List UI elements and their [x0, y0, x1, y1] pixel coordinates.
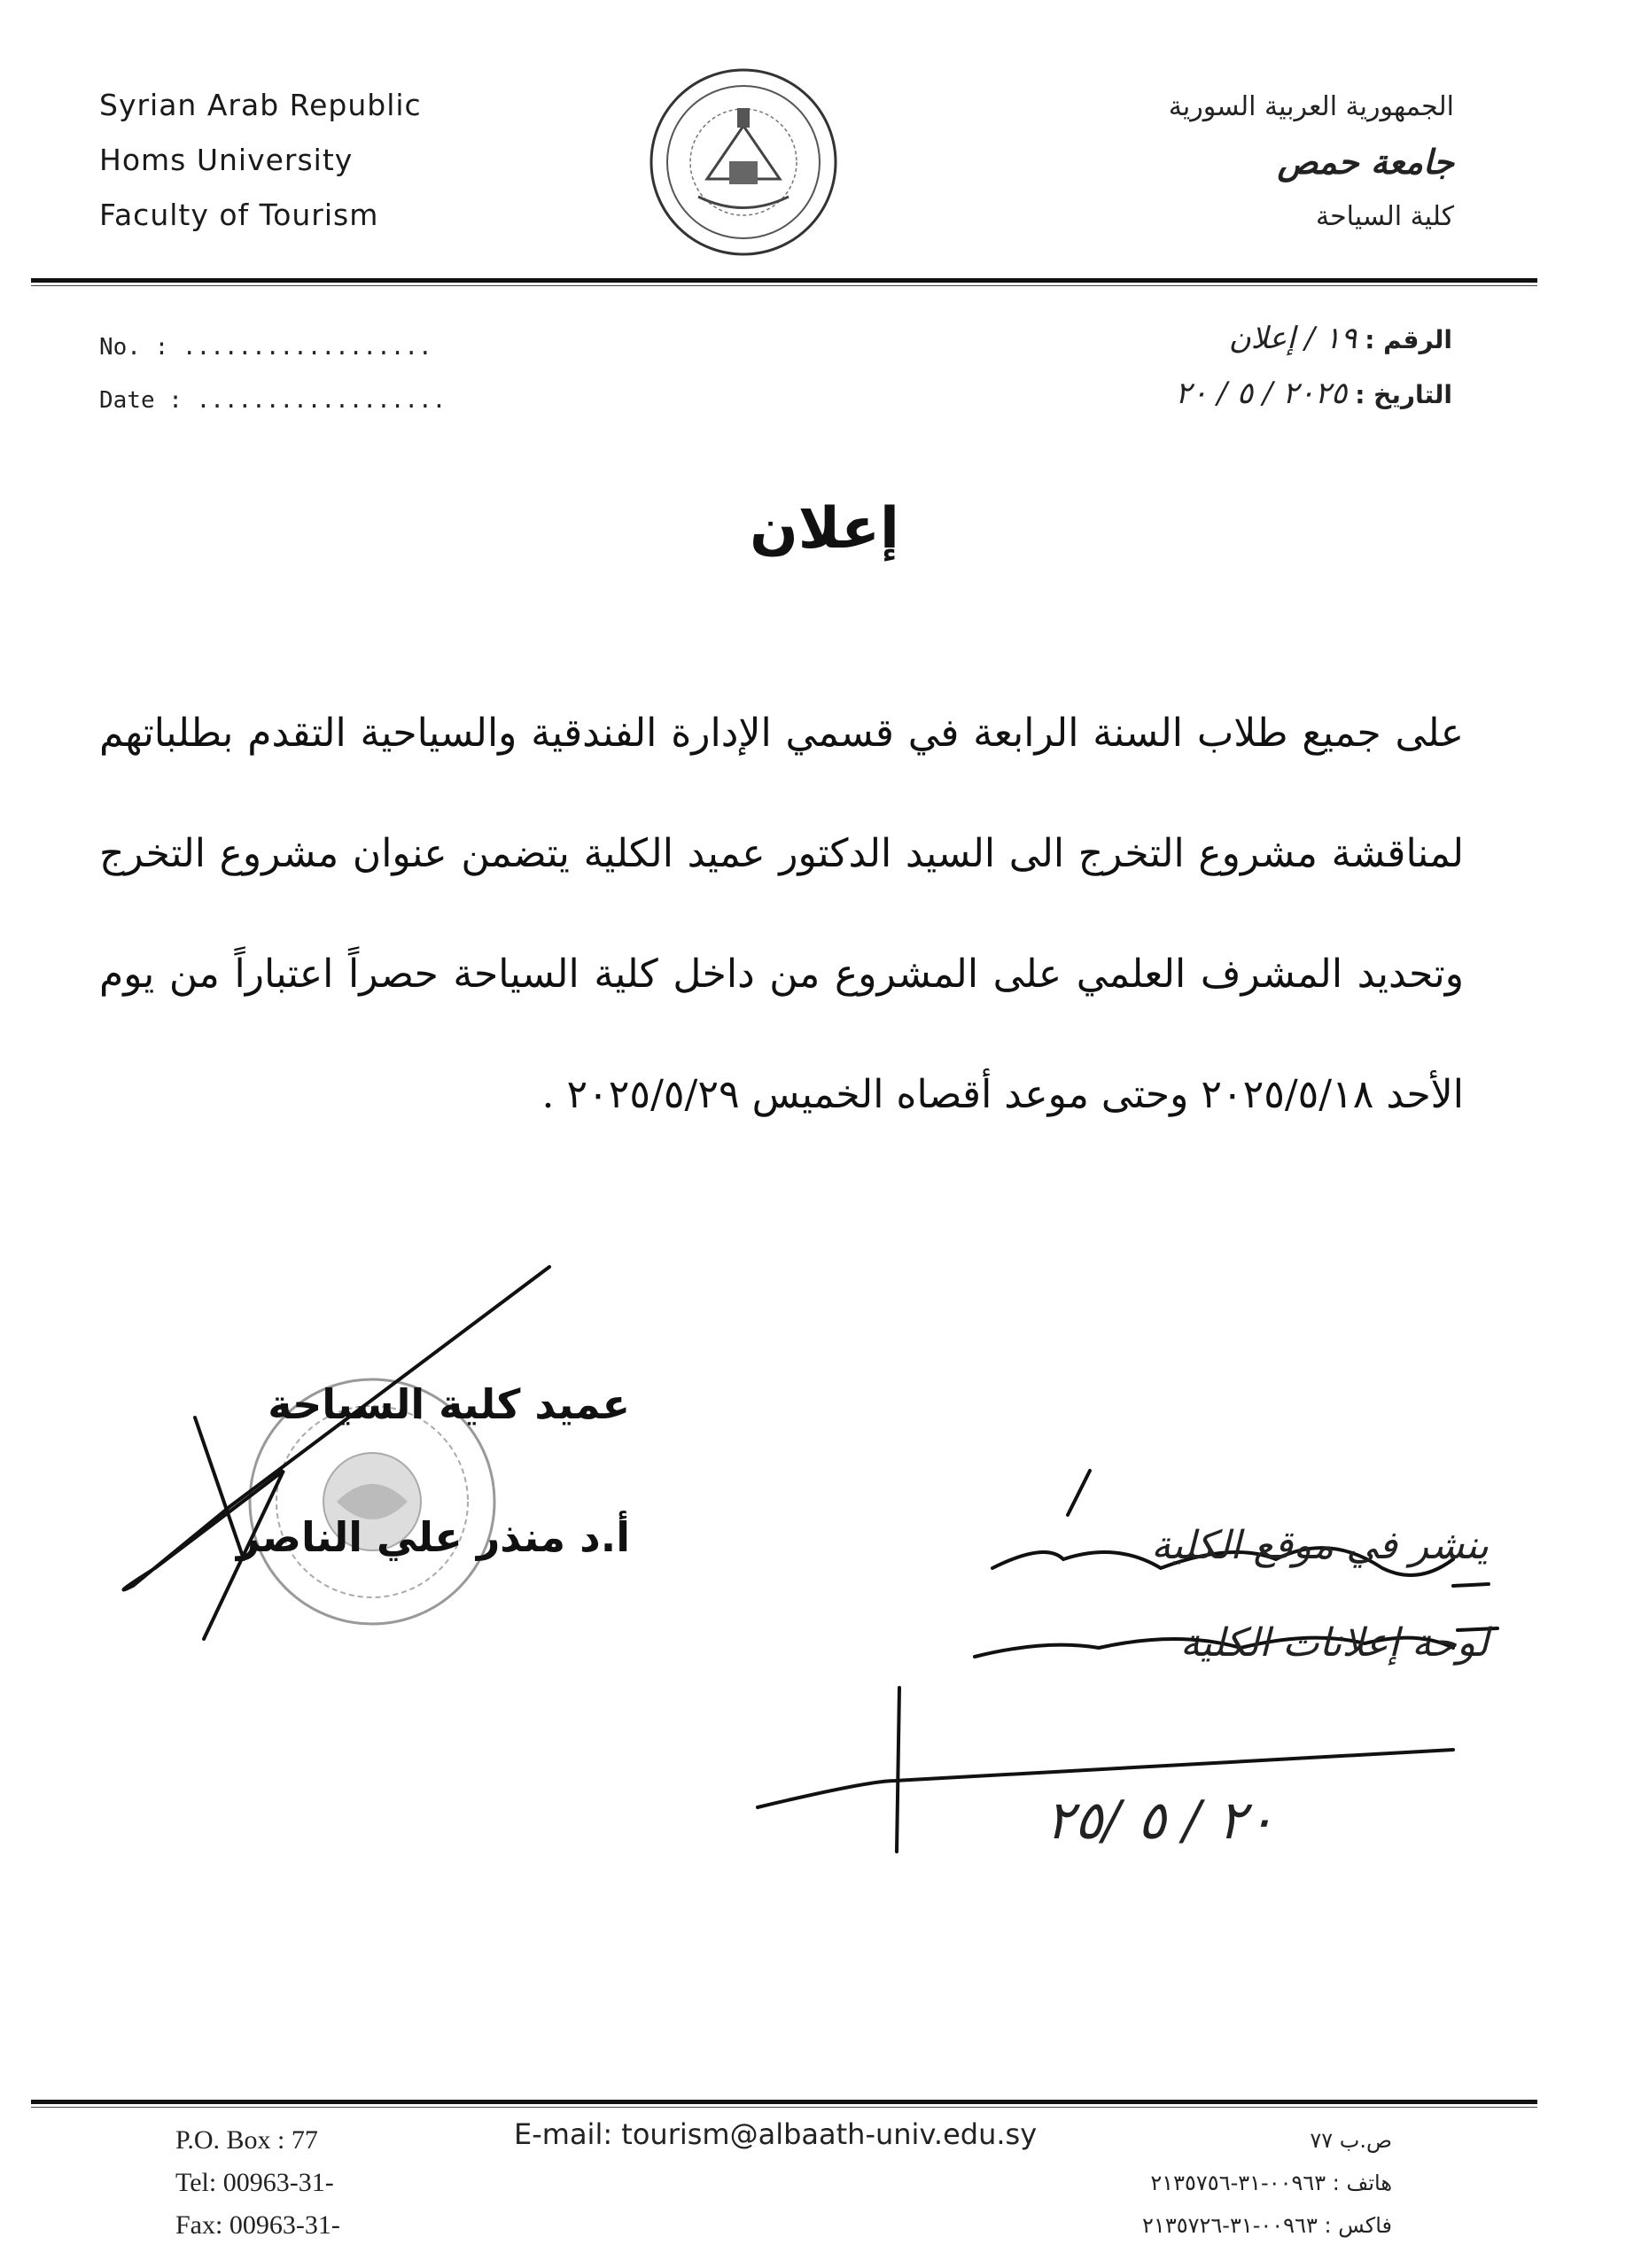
signature-block: [237, 1338, 630, 1604]
footer-pobox: P.O. Box : 77: [175, 2125, 318, 2155]
header-country-ar: الجمهورية العربية السورية: [1168, 91, 1454, 122]
ref-date-ar: [1175, 367, 1452, 422]
ref-number-label: الرقم :: [1365, 325, 1452, 354]
handwritten-note-line1: ينشر في موقع الكلية: [1151, 1523, 1489, 1568]
ref-date-value: ٢٠٢٥ / ٥ / ٢٠: [1175, 376, 1348, 411]
ref-number-ar: [1175, 312, 1452, 367]
header-divider: [31, 278, 1537, 283]
signatory-name: أ.د منذر علي الناصر: [236, 1513, 630, 1561]
reference-fields-en: [99, 321, 446, 427]
footer-pobox-ar: ص.ب ٧٧: [1310, 2128, 1392, 2153]
handwritten-note: [957, 1497, 1489, 1692]
header-divider-thin: [31, 285, 1537, 286]
ref-date-en: Date : ..................: [99, 387, 447, 414]
header-university-en: Homs University: [99, 143, 354, 177]
reference-fields-ar: [1175, 312, 1452, 422]
ref-number-en: No. : ..................: [99, 334, 432, 361]
footer-divider-thin: [31, 2107, 1537, 2108]
footer-fax: Fax: 00963-31-: [175, 2210, 340, 2240]
footer-contact-en: [175, 2119, 340, 2247]
announcement-body: على جميع طلاب السنة الرابعة في قسمي الإدارة الفندقية والسياحية التقدم بطلباتهم لمناقشة مشروع التخرج الى السيد الدكتور عميد الكلية يتضمن عنوان مشروع التخرج وتحديد المشرف العلمي على المشروع من داخل كلية السياحة حصراً اعتباراً من يوم الأحد ٢٠٢٥/٥/١٨ وحتى موعد أقصاه الخميس ٢٠٢٥/٥/٢٩ .: [99, 711, 1464, 1117]
header-country-en: Syrian Arab Republic: [99, 88, 422, 122]
document-title: إعلان: [750, 496, 899, 562]
footer-email[interactable]: E-mail: tourism@albaath-univ.edu.sy: [514, 2117, 1038, 2151]
ref-number-value: ١٩ / إعلان: [1228, 321, 1357, 356]
footer-tel-ar: هاتف : ٠٠٩٦٣-٣١-٢١٣٥٧٥٦: [1150, 2171, 1392, 2195]
footer-fax-ar: فاكس : ٠٠٩٦٣-٣١-٢١٣٥٧٢٦: [1142, 2213, 1392, 2238]
handwritten-note-line2: لوحة إعلانات الكلية: [1179, 1620, 1489, 1666]
ref-date-label: التاريخ :: [1355, 380, 1452, 409]
footer-tel: Tel: 00963-31-: [175, 2168, 334, 2197]
handwritten-note-date: ٢٠ / ٥ /٢٥: [1046, 1790, 1275, 1852]
header-faculty-ar: كلية السياحة: [1316, 201, 1454, 232]
header-university-ar: جامعة حمص: [1277, 143, 1454, 182]
footer-divider: [31, 2100, 1537, 2104]
signatory-title: عميد كلية السياحة: [268, 1380, 630, 1428]
university-seal-logo: [645, 64, 842, 260]
header-arabic: [1169, 80, 1454, 245]
header-faculty-en: Faculty of Tourism: [99, 198, 379, 232]
header-english: [99, 78, 422, 243]
footer-contact-ar: [1142, 2119, 1392, 2247]
